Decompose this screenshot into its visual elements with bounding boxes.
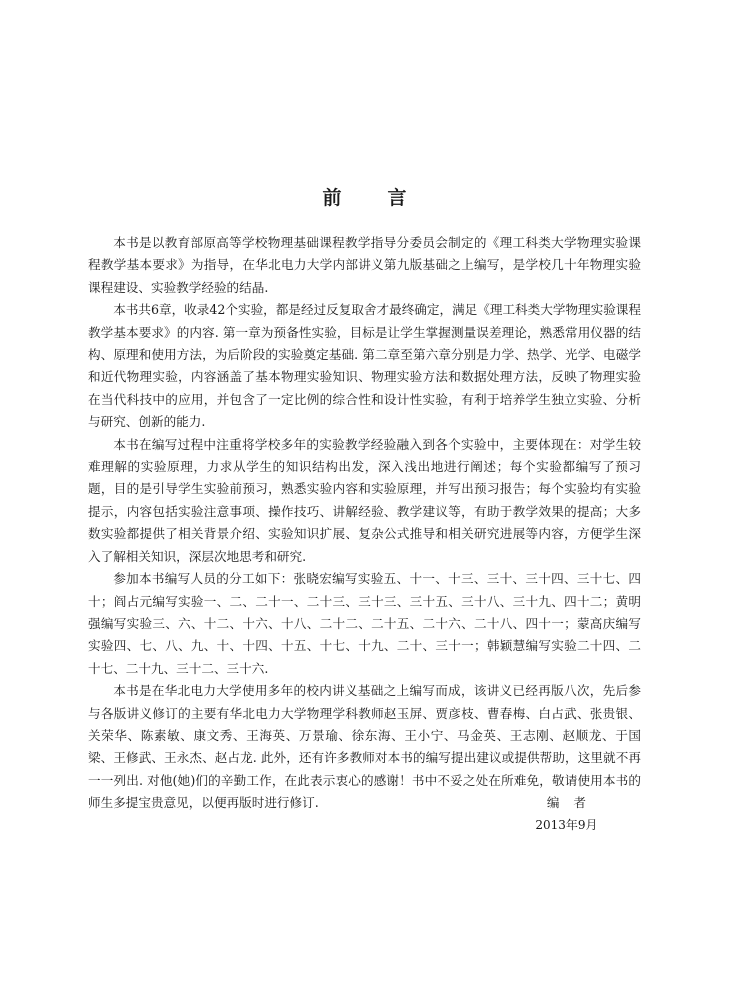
- paragraph-5: 本书是在华北电力大学使用多年的校内讲义基础之上编写而成，该讲义已经再版八次，先后参与各版讲义修订的主要有华北电力大学物理学科教师赵玉屏、贾彦枝、曹春梅、白占武、张贵银、关荣华、陈素敏、康文秀、王海英、万景瑜、徐东海、王小宁、马金英、王志刚、赵顺龙、于国梁、王修武、王永杰、赵占龙. 此外，还有许多教师对本书的编写提出建议或提供帮助，这里就不再一一列出. 对他(她)们的辛勤工作，在此表示衷心的感谢！书中不妥之处在所难免，敬请使用本书的师生多提宝贵意见，以便再版时进行修订.: [88, 683, 641, 811]
- paragraph-1: 本书是以教育部原高等学校物理基础课程教学指导分委员会制定的《理工科类大学物理实验课程教学基本要求》为指导，在华北电力大学内部讲义第九版基础之上编写，是学校几十年物理实验课程建设、实验教学经验的结晶.: [88, 235, 641, 295]
- paragraph-2: 本书共6章，收录42个实验，都是经过反复取舍才最终确定，满足《理工科类大学物理实验课程教学基本要求》的内容. 第一章为预备性实验，目标是让学生掌握测量误差理论，熟悉常用仪器的结构、原理和使用方法，为后阶段的实验奠定基础. 第二章至第六章分别是力学、热学、光学、电磁学和近代物理实验，内容涵盖了基本物理实验知识、物理实验方法和数据处理方法，反映了物理实验在当代科技中的应用，并包含了一定比例的综合性和设计性实验，有利于培养学生独立实验、分析与研究、创新的能力.: [88, 302, 641, 430]
- paragraph-4: 参加本书编写人员的分工如下：张晓宏编写实验五、十一、十三、三十、三十四、三十七、四十；阎占元编写实验一、二、二十一、二十三、三十三、三十五、三十八、三十九、四十二；黄明强编写实验三、六、十二、十六、十八、二十二、二十五、二十六、二十八、四十一；蒙高庆编写实验四、七、八、九、十、十四、十五、十七、十九、二十、三十一；韩颖慧编写实验二十四、二十七、二十九、三十二、三十六.: [88, 571, 641, 676]
- signature-block: [533, 792, 600, 836]
- signature-author: 编者: [546, 795, 600, 810]
- preface-body: [88, 232, 641, 815]
- signature-date: 2013年9月: [535, 818, 598, 832]
- page-title: 前言: [322, 187, 453, 209]
- paragraph-3: 本书在编写过程中注重将学校多年的实验教学经验融入到各个实验中，主要体现在：对学生较难理解的实验原理，力求从学生的知识结构出发，深入浅出地进行阐述；每个实验都编写了预习题，目的是引导学生实验前预习，熟悉实验内容和实验原理，并写出预习报告；每个实验均有实验提示，内容包括实验注意事项、操作技巧、讲解经验、教学建议等，有助于教学效果的提高；大多数实验都提供了相关背景介绍、实验知识扩展、复杂公式推导和相关研究进展等内容，方便学生深入了解相关知识，深层次地思考和研究.: [88, 436, 641, 564]
